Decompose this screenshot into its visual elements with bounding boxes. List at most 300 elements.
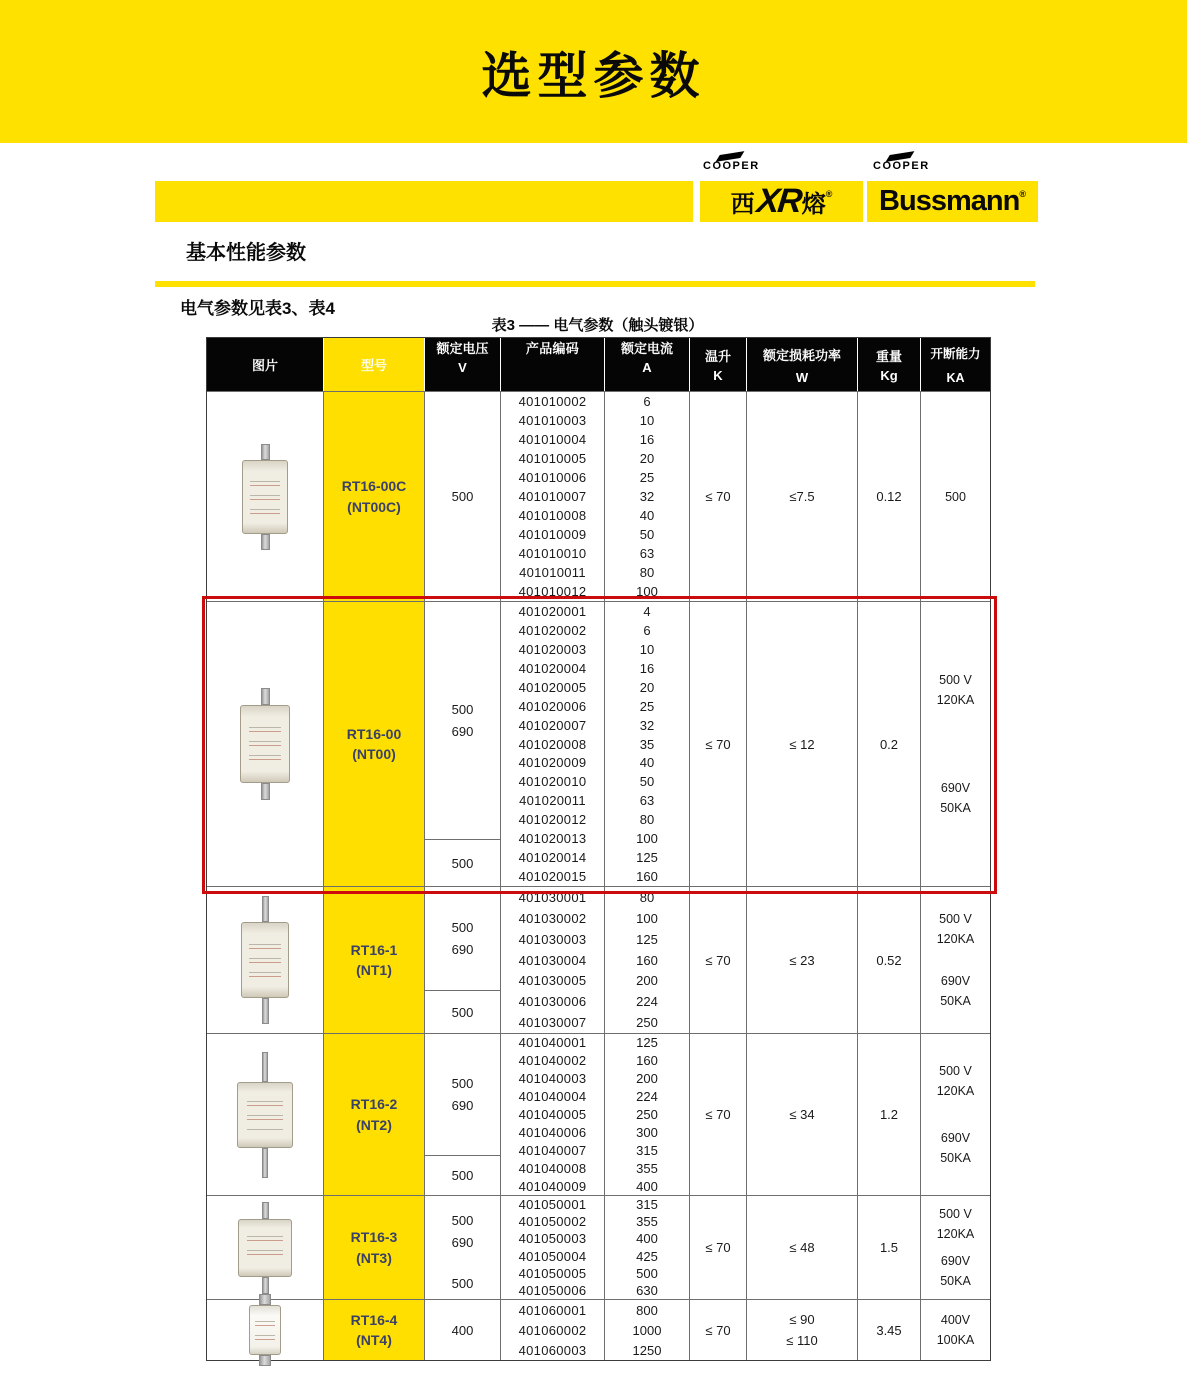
section-underline xyxy=(155,281,1035,287)
cooper-logo xyxy=(703,160,760,180)
breaking-value: 120KA xyxy=(936,1226,975,1241)
current-cell xyxy=(605,1196,690,1299)
product-code: 401010003 xyxy=(518,413,587,428)
power-loss-cell xyxy=(747,392,858,601)
current-value: 32 xyxy=(639,717,655,733)
temp-rise-cell xyxy=(690,887,747,1033)
header-image xyxy=(207,338,324,391)
temp-rise-cell xyxy=(690,1300,747,1360)
breaking-value: 120KA xyxy=(936,693,975,707)
current-value: 20 xyxy=(639,451,655,466)
table-row xyxy=(207,1195,990,1299)
fuse-blade-bottom xyxy=(262,1148,268,1178)
product-code: 401020002 xyxy=(518,622,587,638)
brand-strip-bar xyxy=(155,181,693,222)
current-value: 125 xyxy=(636,1035,658,1051)
fuse-blade-top xyxy=(262,896,269,922)
product-code: 401010004 xyxy=(518,432,587,447)
fuse-body xyxy=(241,922,289,998)
fuse-blade-bottom xyxy=(261,534,270,550)
code-cell xyxy=(501,887,605,1033)
voltage-value: 500 xyxy=(451,1076,474,1091)
power-loss-cell xyxy=(747,1300,858,1360)
product-code: 401010009 xyxy=(518,527,587,542)
fuse-photo-icon xyxy=(238,1202,292,1294)
power-loss-value: ≤7.5 xyxy=(789,489,815,504)
product-code: 401060002 xyxy=(518,1322,587,1338)
current-value: 425 xyxy=(636,1248,658,1264)
breaking-group xyxy=(940,1251,971,1291)
product-code: 401050003 xyxy=(518,1231,587,1247)
header-label: 重量 xyxy=(875,349,902,364)
model-cell xyxy=(324,887,425,1033)
current-value: 355 xyxy=(636,1160,658,1176)
table-header xyxy=(207,338,990,391)
fuse-blade-top xyxy=(262,1202,269,1219)
current-value: 630 xyxy=(636,1282,658,1298)
voltage-value: 500 xyxy=(451,1213,474,1228)
product-code: 401050006 xyxy=(518,1282,587,1298)
voltage-group xyxy=(425,392,500,601)
weight-value: 1.5 xyxy=(879,1240,899,1255)
current-value: 40 xyxy=(639,508,655,523)
fuse-blade-bottom xyxy=(262,1277,269,1294)
breaking-group xyxy=(937,1310,975,1350)
product-code: 401020003 xyxy=(518,641,587,657)
current-value: 16 xyxy=(639,660,655,676)
voltage-value: 690 xyxy=(451,1235,474,1250)
product-code: 401020009 xyxy=(518,755,587,771)
voltage-cell xyxy=(425,602,501,886)
fuse-body xyxy=(238,1219,292,1277)
current-cell xyxy=(605,887,690,1033)
temp-rise-cell xyxy=(690,392,747,601)
product-code: 401050002 xyxy=(518,1214,587,1230)
image-cell xyxy=(207,887,324,1033)
breaking-value: 500 V xyxy=(939,1206,972,1221)
fuse-blade-top xyxy=(262,1052,268,1082)
current-value: 224 xyxy=(636,994,658,1010)
current-value: 315 xyxy=(636,1142,658,1158)
model-alt-name: (NT1) xyxy=(356,962,392,978)
breaking-value: 50KA xyxy=(940,994,971,1008)
breaking-group xyxy=(940,778,971,818)
header-code xyxy=(501,338,605,391)
current-cell xyxy=(605,392,690,601)
xr-logo xyxy=(700,181,863,222)
fuse-label-lines xyxy=(255,1316,275,1344)
fuse-photo-icon xyxy=(240,688,290,800)
voltage-cell xyxy=(425,1300,501,1360)
table-body xyxy=(207,391,990,1360)
header-breaking-capacity xyxy=(921,338,990,391)
header-unit: K xyxy=(713,368,723,383)
voltage-group xyxy=(425,1267,500,1299)
model-alt-name: (NT3) xyxy=(356,1249,392,1266)
image-cell xyxy=(207,1300,324,1360)
weight-value: 0.2 xyxy=(879,736,899,752)
current-value: 160 xyxy=(636,869,658,885)
code-cell xyxy=(501,1300,605,1360)
header-current xyxy=(605,338,690,391)
current-value: 10 xyxy=(639,641,655,657)
current-value: 200 xyxy=(636,1071,658,1087)
registered-mark: ® xyxy=(825,188,833,199)
fuse-blade-top xyxy=(259,1294,271,1305)
current-value: 224 xyxy=(636,1089,658,1105)
breaking-capacity-cell xyxy=(921,602,990,886)
fuse-label-lines xyxy=(247,1096,284,1133)
voltage-value: 690 xyxy=(451,724,474,740)
header-power-loss xyxy=(747,338,858,391)
current-cell xyxy=(605,1034,690,1195)
fuse-photo-icon xyxy=(242,444,288,550)
fuse-photo-icon xyxy=(237,1052,293,1178)
product-code: 401040002 xyxy=(518,1053,587,1069)
product-code: 401030001 xyxy=(518,889,587,905)
code-cell xyxy=(501,1034,605,1195)
product-code: 401050005 xyxy=(518,1265,587,1281)
current-value: 25 xyxy=(639,698,655,714)
voltage-group xyxy=(425,990,500,1033)
fuse-blade-top xyxy=(261,444,270,460)
header-label: 额定电压 xyxy=(436,341,489,356)
power-loss-value: ≤ 23 xyxy=(789,952,815,968)
model-cell xyxy=(324,1034,425,1195)
breaking-group xyxy=(937,1061,975,1101)
product-code: 401060003 xyxy=(518,1342,587,1358)
weight-value: 0.52 xyxy=(876,952,902,968)
temp-rise-value: ≤ 70 xyxy=(705,952,731,968)
current-value: 100 xyxy=(636,910,658,926)
product-code: 401040001 xyxy=(518,1035,587,1051)
current-cell xyxy=(605,1300,690,1360)
breaking-value: 690V xyxy=(940,1131,971,1145)
product-code: 401050001 xyxy=(518,1197,587,1213)
current-value: 500 xyxy=(636,1265,658,1281)
current-value: 1250 xyxy=(632,1342,662,1358)
product-code: 401030006 xyxy=(518,994,587,1010)
current-value: 200 xyxy=(636,973,658,989)
table-row xyxy=(207,1033,990,1195)
current-value: 1000 xyxy=(632,1322,662,1338)
breaking-value: 120KA xyxy=(936,1084,975,1098)
power-loss-cell xyxy=(747,1034,858,1195)
product-code: 401040007 xyxy=(518,1142,587,1158)
breaking-value: 50KA xyxy=(940,801,971,815)
breaking-value: 400V xyxy=(940,1313,971,1327)
breaking-value: 690V xyxy=(940,1254,971,1269)
product-code: 401020012 xyxy=(518,812,587,828)
product-code: 401020013 xyxy=(518,831,587,847)
breaking-group xyxy=(937,1204,975,1244)
header-unit: Kg xyxy=(880,368,898,383)
current-value: 100 xyxy=(636,584,658,599)
current-value: 400 xyxy=(636,1178,658,1194)
current-value: 50 xyxy=(639,774,655,790)
breaking-value: 690V xyxy=(940,974,971,988)
code-cell xyxy=(501,392,605,601)
intro-text: 电气参数见表3、表4 xyxy=(180,299,335,318)
voltage-group xyxy=(425,1300,500,1360)
xr-letters: XR xyxy=(754,182,802,220)
header-label: 温升 xyxy=(704,349,731,364)
header-model xyxy=(324,338,425,391)
current-value: 315 xyxy=(636,1197,658,1213)
model-name: RT16-2 xyxy=(350,1096,398,1113)
current-value: 63 xyxy=(639,546,655,561)
current-value: 80 xyxy=(639,812,655,828)
power-loss-value: ≤ 34 xyxy=(789,1107,815,1122)
header-unit: KA xyxy=(946,371,965,385)
power-loss-value: ≤ 12 xyxy=(789,736,815,752)
product-code: 401010010 xyxy=(518,546,587,561)
product-code: 401020006 xyxy=(518,698,587,714)
breaking-capacity-cell xyxy=(921,1300,990,1360)
fuse-photo-icon xyxy=(249,1294,281,1366)
power-loss-cell xyxy=(747,1196,858,1299)
product-code: 401030004 xyxy=(518,952,587,968)
image-cell xyxy=(207,1196,324,1299)
model-alt-name: (NT00) xyxy=(352,746,396,762)
voltage-group xyxy=(425,1034,500,1155)
image-cell xyxy=(207,602,324,886)
cooper-label: COOPER xyxy=(703,160,760,172)
voltage-group xyxy=(425,1155,500,1195)
product-code: 401010012 xyxy=(518,584,587,599)
model-alt-name: (NT4) xyxy=(356,1332,392,1348)
voltage-group xyxy=(425,1196,500,1267)
header-voltage xyxy=(425,338,501,391)
current-value: 125 xyxy=(636,850,658,866)
current-value: 80 xyxy=(639,889,655,905)
header-label: 型号 xyxy=(360,358,387,373)
breaking-group xyxy=(937,670,975,710)
product-code: 401010007 xyxy=(518,489,587,504)
product-code: 401030005 xyxy=(518,973,587,989)
model-alt-name: (NT00C) xyxy=(347,498,401,515)
current-value: 50 xyxy=(639,527,655,542)
voltage-group xyxy=(425,887,500,990)
product-code: 401010008 xyxy=(518,508,587,523)
header-label: 额定损耗功率 xyxy=(762,347,841,363)
voltage-value: 500 xyxy=(451,489,474,504)
fuse-photo-icon xyxy=(241,896,289,1024)
voltage-group xyxy=(425,839,500,886)
header-label: 额定电流 xyxy=(620,341,673,356)
product-code: 401040005 xyxy=(518,1107,587,1122)
breaking-value: 500 V xyxy=(939,1064,972,1078)
current-value: 100 xyxy=(636,831,658,847)
product-code: 401020001 xyxy=(518,603,587,619)
weight-cell xyxy=(858,602,921,886)
weight-cell xyxy=(858,887,921,1033)
product-code: 401040009 xyxy=(518,1178,587,1194)
temp-rise-value: ≤ 70 xyxy=(705,1240,731,1255)
current-value: 6 xyxy=(643,394,651,409)
weight-cell xyxy=(858,392,921,601)
current-value: 800 xyxy=(636,1302,658,1318)
fuse-body xyxy=(242,460,288,534)
model-name: RT16-4 xyxy=(350,1311,398,1328)
power-loss-value: ≤ 48 xyxy=(789,1240,815,1255)
breaking-group xyxy=(945,487,966,507)
fuse-body xyxy=(237,1082,293,1148)
voltage-value: 500 xyxy=(451,920,474,936)
product-code: 401040008 xyxy=(518,1160,587,1176)
code-cell xyxy=(501,602,605,886)
model-name: RT16-3 xyxy=(350,1229,398,1246)
voltage-value: 500 xyxy=(451,1168,474,1183)
fuse-label-lines xyxy=(249,939,280,982)
current-value: 160 xyxy=(636,1053,658,1069)
voltage-value: 400 xyxy=(451,1322,474,1338)
page-title: 选型参数 xyxy=(481,47,706,104)
product-code: 401020015 xyxy=(518,869,587,885)
current-value: 300 xyxy=(636,1124,658,1140)
product-code: 401020005 xyxy=(518,679,587,695)
breaking-capacity-cell xyxy=(921,1196,990,1299)
cooper-label: COOPER xyxy=(873,160,930,172)
registered-mark: ® xyxy=(1019,188,1026,199)
product-code: 401010011 xyxy=(519,565,586,580)
parameters-table xyxy=(206,337,991,1361)
breaking-capacity-cell xyxy=(921,887,990,1033)
breaking-value: 50KA xyxy=(940,1151,971,1165)
table-row xyxy=(207,886,990,1033)
header-label: 产品编码 xyxy=(525,341,580,356)
weight-cell xyxy=(858,1196,921,1299)
product-code: 401040003 xyxy=(518,1071,587,1087)
header-unit: A xyxy=(642,360,652,375)
current-value: 355 xyxy=(636,1214,658,1230)
xr-cn-right: 熔 xyxy=(801,191,826,218)
breaking-value: 50KA xyxy=(940,1274,971,1289)
voltage-value: 500 xyxy=(451,1004,474,1020)
table-caption: 表3 —— 电气参数（触头镀银） xyxy=(491,317,704,334)
current-value: 250 xyxy=(636,1015,658,1031)
product-code: 401020010 xyxy=(518,774,587,790)
temp-rise-cell xyxy=(690,602,747,886)
current-value: 250 xyxy=(636,1107,658,1122)
product-code: 401020014 xyxy=(518,850,587,866)
product-code: 401030007 xyxy=(518,1015,587,1031)
xr-cn-left: 西 xyxy=(730,191,755,218)
product-code: 401050004 xyxy=(518,1248,587,1264)
breaking-capacity-cell xyxy=(921,1034,990,1195)
model-cell xyxy=(324,1300,425,1360)
breaking-value: 690V xyxy=(940,781,971,795)
current-value: 4 xyxy=(643,603,651,619)
product-code: 401030002 xyxy=(518,910,587,926)
temp-rise-value: ≤ 70 xyxy=(705,489,731,504)
temp-rise-cell xyxy=(690,1034,747,1195)
breaking-value: 500 V xyxy=(939,673,972,687)
breaking-value: 500 V xyxy=(939,912,972,926)
temp-rise-cell xyxy=(690,1196,747,1299)
current-value: 63 xyxy=(639,793,655,809)
power-loss-cell xyxy=(747,602,858,886)
model-cell xyxy=(324,602,425,886)
breaking-group xyxy=(937,909,975,949)
fuse-label-lines xyxy=(247,1231,282,1263)
current-value: 25 xyxy=(639,470,655,485)
header-label: 开断能力 xyxy=(930,347,981,361)
weight-value: 0.12 xyxy=(876,489,902,504)
model-name: RT16-1 xyxy=(350,941,398,958)
product-code: 401020008 xyxy=(518,736,587,752)
header-weight xyxy=(858,338,921,391)
table-row xyxy=(207,1299,990,1360)
image-cell xyxy=(207,1034,324,1195)
power-loss-value: ≤ 110 xyxy=(786,1333,818,1348)
fuse-blade-bottom xyxy=(262,998,269,1024)
weight-cell xyxy=(858,1300,921,1360)
current-value: 20 xyxy=(639,679,655,695)
voltage-cell xyxy=(425,1196,501,1299)
product-code: 401040004 xyxy=(518,1089,587,1105)
model-cell xyxy=(324,1196,425,1299)
page-banner xyxy=(0,0,1187,143)
power-loss-value: ≤ 90 xyxy=(789,1312,815,1327)
weight-cell xyxy=(858,1034,921,1195)
product-code: 401010002 xyxy=(518,394,587,409)
table-row xyxy=(207,391,990,601)
voltage-value: 690 xyxy=(451,1098,474,1113)
image-cell xyxy=(207,392,324,601)
fuse-blade-top xyxy=(261,688,270,705)
voltage-value: 690 xyxy=(451,942,474,958)
section-heading: 基本性能参数 xyxy=(186,242,306,264)
current-cell xyxy=(605,602,690,886)
voltage-value: 500 xyxy=(451,855,474,871)
product-code: 401020011 xyxy=(519,793,586,809)
header-label: 图片 xyxy=(251,358,278,373)
current-value: 32 xyxy=(639,489,655,504)
current-value: 35 xyxy=(639,736,655,752)
header-unit: V xyxy=(458,360,467,375)
current-value: 160 xyxy=(636,952,658,968)
current-value: 16 xyxy=(639,432,655,447)
breaking-value: 500 xyxy=(945,489,966,504)
temp-rise-value: ≤ 70 xyxy=(705,736,731,752)
current-value: 125 xyxy=(636,931,658,947)
cooper-logo xyxy=(873,160,930,180)
breaking-value: 100KA xyxy=(936,1333,975,1347)
product-code: 401020004 xyxy=(518,660,587,676)
current-value: 10 xyxy=(639,413,655,428)
model-alt-name: (NT2) xyxy=(356,1116,392,1133)
current-value: 6 xyxy=(643,622,651,638)
voltage-value: 500 xyxy=(451,1275,474,1291)
model-name: RT16-00C xyxy=(341,478,407,495)
bussmann-logo xyxy=(867,181,1038,222)
code-cell xyxy=(501,1196,605,1299)
weight-value: 3.45 xyxy=(876,1322,902,1338)
product-code: 401060001 xyxy=(518,1302,587,1318)
temp-rise-value: ≤ 70 xyxy=(705,1107,731,1122)
fuse-label-lines xyxy=(250,476,280,518)
temp-rise-value: ≤ 70 xyxy=(705,1322,731,1338)
breaking-value: 120KA xyxy=(936,932,975,946)
product-code: 401010006 xyxy=(518,470,587,485)
current-value: 400 xyxy=(636,1231,658,1247)
breaking-group xyxy=(940,971,971,1011)
breaking-capacity-cell xyxy=(921,392,990,601)
header-temp-rise xyxy=(690,338,747,391)
voltage-value: 500 xyxy=(451,702,474,718)
voltage-group xyxy=(425,602,500,839)
